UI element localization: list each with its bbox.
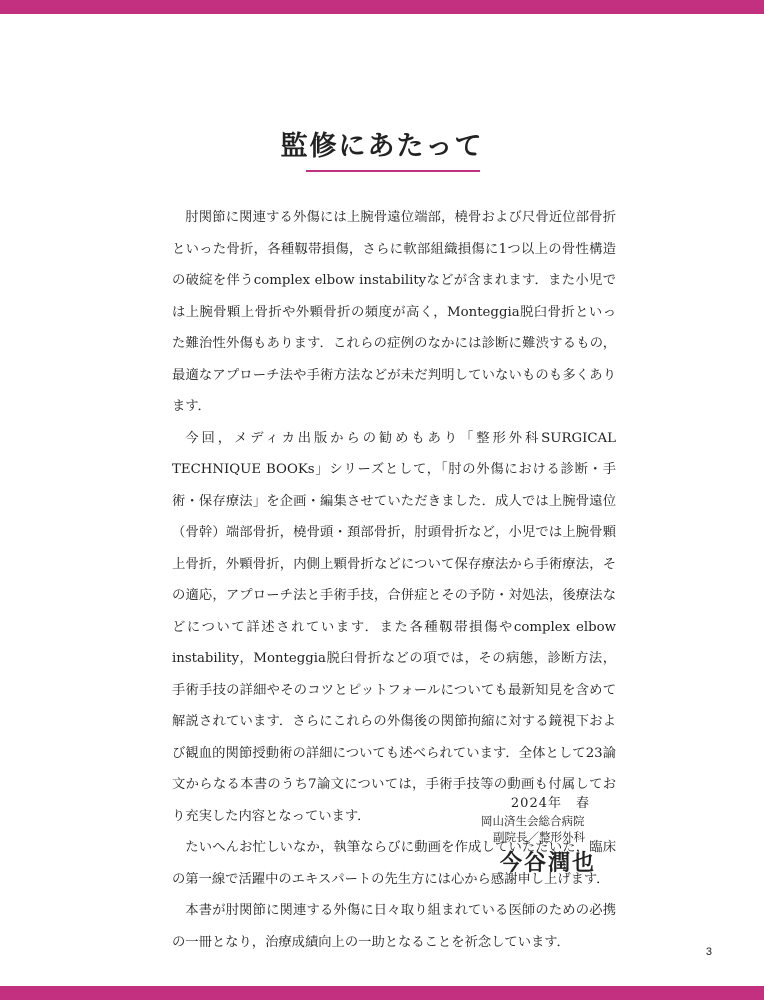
affiliation-hospital: 岡山済生会総合病院 xyxy=(481,814,585,828)
signature-name: 今谷潤也 xyxy=(500,850,597,876)
paragraph-3: たいへんお忙しいなか，執筆ならびに動画を作成していただいた，臨床の第一線で活躍中のエキスパートの先生方には心から感謝申し上げます． xyxy=(172,840,616,887)
paragraph-2: 今回，メディカ出版からの勧めもあり「整形外科SURGICAL TECHNIQUE BOOKs」シリーズとして，「肘の外傷における診断・手術・保存療法」を企画・編集させていただきました．成人では上腕骨遠位（骨幹）端部骨折，橈骨頭・頚部骨折，肘頭骨折など，小児では上腕骨顆上骨折，外顆骨折，内側上顆骨折などについて保存療法から手術療法，その適応，アプローチ法と手術手技，合併症とその予防・対処法，後療法などについて詳述されています．また各種靱帯損傷やcomplex elbow instability，Monteggia脱臼骨折などの項では，その病態，診断方法，手術手技の詳細やそのコツとピットフォールについても最新知見を含めて解説されています．さらにこれらの外傷後の関節拘縮に対する鏡視下および観血的関節授動術の詳細についても述べられています．全体として23論文からなる本書のうち7論文については，手術手技等の動画も付属しており充実した内容となっています． xyxy=(172,430,616,824)
title-underline xyxy=(306,170,480,172)
paragraph-4: 本書が肘関節に関連する外傷に日々取り組まれている医師のための必携の一冊となり，治療成績向上の一助となることを祈念しています． xyxy=(172,903,616,950)
paragraph-1: 肘関節に関連する外傷には上腕骨遠位端部，橈骨および尺骨近位部骨折といった骨折，各種靱帯損傷，さらに軟部組織損傷に1つ以上の骨性構造の破綻を伴うcomplex elbow instabilityなどが含まれます．また小児では上腕骨顆上骨折や外顆骨折の頻度が高く，Monteggia脱臼骨折といった難治性外傷もあります．これらの症例のなかには診断に難渋するもの，最適なアプローチ法や手術方法などが未だ判明していないものも多くあります． xyxy=(172,210,616,414)
affiliation-role: 副院長／整形外科 xyxy=(493,830,585,844)
page-title: 監修にあたって xyxy=(280,131,484,162)
signature-date: 2024年 春 xyxy=(510,796,590,811)
bottom-accent-band xyxy=(0,986,764,1000)
signature-affiliation xyxy=(481,813,601,845)
page-number: 3 xyxy=(705,946,712,958)
top-accent-band xyxy=(0,0,764,14)
